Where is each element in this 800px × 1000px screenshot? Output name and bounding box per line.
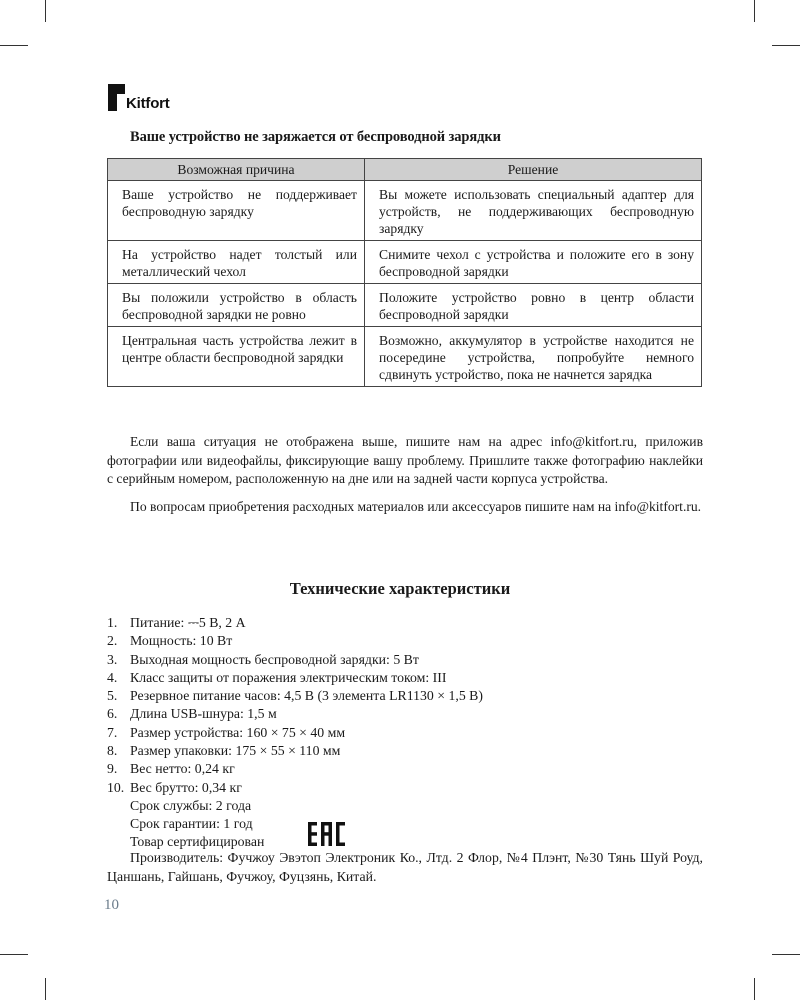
producer-text: Производитель: Фучжоу Эвэтоп Электроник Ко., Лтд. 2 Флор, №4 Плэнт, №30 Тянь Шуй Роуд, Цаншань, Гайшань, Фучжоу, Фуцзянь, Китай.	[107, 850, 703, 884]
spec-item	[107, 614, 483, 632]
spec-number: 7.	[107, 724, 118, 740]
crop-mark	[754, 978, 755, 1000]
crop-mark	[45, 978, 46, 1000]
table-row	[108, 284, 702, 327]
crop-mark	[0, 954, 28, 955]
spec-text: Вес нетто: 0,24 кг	[130, 761, 235, 777]
producer-paragraph	[107, 849, 703, 886]
spec-text: Резервное питание часов: 4,5 В (3 элемента LR1130 × 1,5 В)	[130, 688, 483, 704]
eac-certification-mark	[307, 821, 347, 847]
spec-number: 1.	[107, 615, 118, 630]
spec-number: 4.	[107, 669, 118, 685]
crop-mark	[754, 0, 755, 22]
cause-cell: На устройство надет толстый или металлический чехол	[108, 241, 365, 284]
solution-cell: Возможно, аккумулятор в устройстве находится не посередине устройства, попробуйте немного сдвинуть устройство, пока не начнется зарядка	[365, 327, 702, 387]
cause-cell: Ваше устройство не поддерживает беспроводную зарядку	[108, 181, 365, 241]
spec-text: Длина USB-шнура: 1,5 м	[130, 706, 277, 722]
contact-text: Если ваша ситуация не отображена выше, пишите нам на адрес info@kitfort.ru, приложив фотографии или видеофайлы, фиксирующие вашу проблему. Пришлите также фотографию наклейки с серийным номером, расположенную на дне или на задней части корпуса устройства.	[107, 434, 703, 486]
spec-item	[107, 779, 483, 797]
cause-cell: Вы положили устройство в область беспроводной зарядки не ровно	[108, 284, 365, 327]
spec-text: Размер упаковки: 175 × 55 × 110 мм	[130, 743, 341, 759]
specs-heading: Технические характеристики	[289, 579, 511, 598]
contact-paragraph	[107, 433, 703, 489]
spec-number: 8.	[107, 743, 118, 759]
section-title: Ваше устройство не заряжается от беспроводной зарядки	[130, 129, 501, 145]
spec-text: Размер устройства: 160 × 75 × 40 мм	[130, 724, 346, 740]
accessories-paragraph	[107, 498, 703, 517]
spec-text: Класс защиты от поражения электрическим током: III	[130, 669, 447, 685]
solution-cell: Вы можете использовать специальный адаптер для устройств, не поддерживающих беспроводную зарядку	[365, 181, 702, 241]
page-number: 10	[104, 897, 119, 913]
troubleshooting-table	[107, 158, 702, 387]
brand-name: Kitfort	[126, 95, 170, 112]
spec-item	[107, 632, 483, 650]
column-header-solution: Решение	[365, 159, 702, 181]
warranty: Срок гарантии: 1 год	[130, 816, 253, 831]
spec-item	[107, 651, 483, 669]
service-life: Срок службы: 2 года	[130, 798, 252, 813]
spec-number: 2.	[107, 633, 118, 649]
spec-text: Вес брутто: 0,34 кг	[130, 779, 242, 795]
spec-item	[107, 724, 483, 742]
crop-mark	[772, 45, 800, 46]
spec-item	[107, 705, 483, 723]
spec-item	[107, 760, 483, 778]
spec-number: 6.	[107, 706, 118, 722]
crop-mark	[45, 0, 46, 22]
spec-text: Питание: ⎓5 В, 2 А	[130, 615, 246, 630]
spec-number: 5.	[107, 688, 118, 704]
table-row	[108, 241, 702, 284]
crop-mark	[0, 45, 28, 46]
spec-item	[107, 742, 483, 760]
brand-logo	[107, 82, 170, 112]
specs-list	[107, 614, 483, 797]
spec-item	[107, 669, 483, 687]
spec-item	[107, 687, 483, 705]
brand-logo-icon	[107, 82, 127, 112]
table-row	[108, 181, 702, 241]
table-row	[108, 327, 702, 387]
spec-number: 10.	[107, 779, 125, 795]
solution-cell: Снимите чехол с устройства и положите его в зону беспроводной зарядки	[365, 241, 702, 284]
cause-cell: Центральная часть устройства лежит в центре области беспроводной зарядки	[108, 327, 365, 387]
spec-text: Выходная мощность беспроводной зарядки: 5 Вт	[130, 651, 419, 667]
spec-number: 3.	[107, 651, 118, 667]
crop-mark	[772, 954, 800, 955]
spec-number: 9.	[107, 761, 118, 777]
accessories-text: По вопросам приобретения расходных материалов или аксессуаров пишите нам на info@kitfort.ru.	[130, 499, 702, 514]
column-header-cause: Возможная причина	[108, 159, 365, 181]
spec-text: Мощность: 10 Вт	[130, 633, 233, 649]
solution-cell: Положите устройство ровно в центр области беспроводной зарядки	[365, 284, 702, 327]
table-header-row	[108, 159, 702, 181]
certified-note: Товар сертифицирован	[130, 834, 265, 849]
